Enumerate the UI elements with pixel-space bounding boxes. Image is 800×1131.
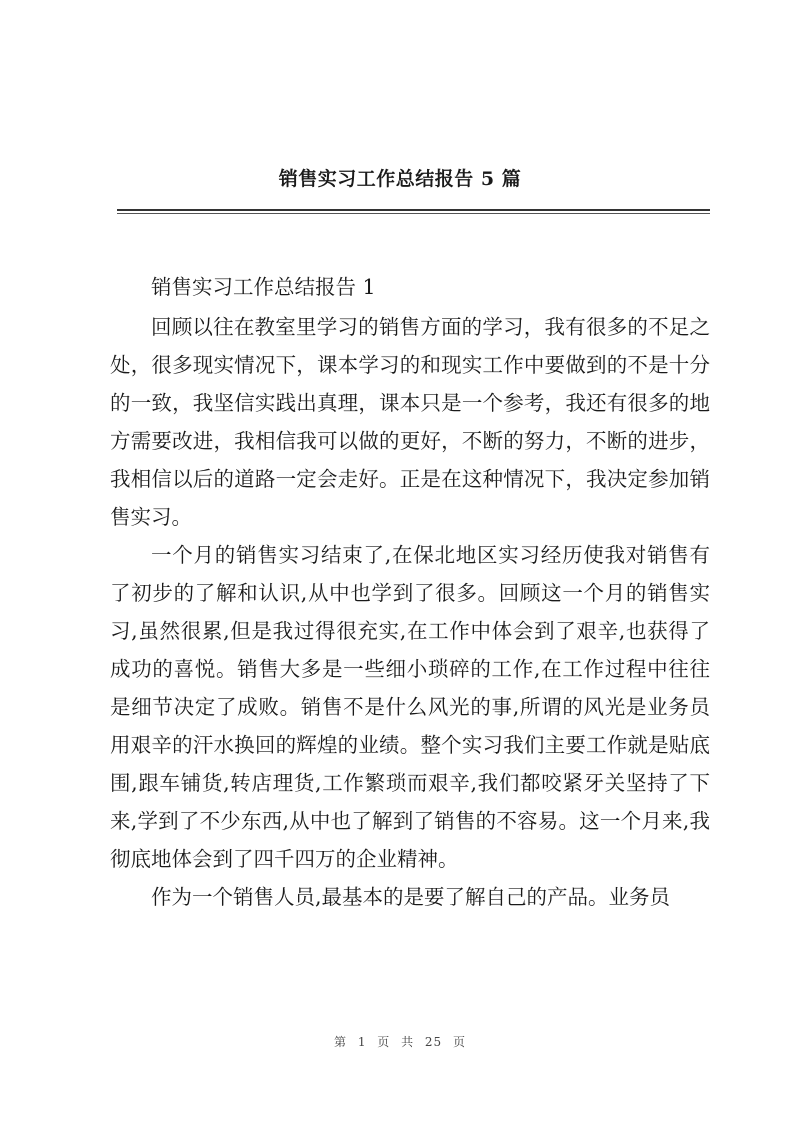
document-body bbox=[110, 268, 710, 916]
title-divider bbox=[117, 209, 710, 211]
page-footer: 第 1 页 共 25 页 bbox=[334, 1035, 466, 1049]
title-divider-thin bbox=[117, 213, 710, 214]
section-heading: 销售实习工作总结报告 1 bbox=[151, 275, 376, 299]
paragraph-3: 作为一个销售人员,最基本的是要了解自己的产品。业务员 bbox=[151, 885, 671, 909]
document-title: 销售实习工作总结报告 5 篇 bbox=[278, 168, 522, 190]
paragraph-2: 一个月的销售实习结束了,在保北地区实习经历使我对销售有了初步的了解和认识,从中也学到了很多。回顾这一个月的销售实习,虽然很累,但是我过得很充实,在工作中体会到了艰辛,也获得了成功的喜悦。销售大多是一些细小琐碎的工作,在工作过程中往往是细节决定了成败。销售不是什么风光的事,所谓的风光是业务员用艰辛的汗水换回的辉煌的业绩。整个实习我们主要工作就是贴底围,跟车铺货,转店理货,工作繁琐而艰辛,我们都咬紧牙关坚持了下来,学到了不少东西,从中也了解到了销售的不容易。这一个月来,我彻底地体会到了四千四万的企业精神。 bbox=[110, 543, 710, 871]
paragraph-1: 回顾以往在教室里学习的销售方面的学习，我有很多的不足之处，很多现实情况下，课本学习的和现实工作中要做到的不是十分的一致，我坚信实践出真理，课本只是一个参考，我还有很多的地方需要改进，我相信我可以做的更好，不断的努力，不断的进步，我相信以后的道路一定会走好。正是在这种情况下，我决定参加销售实习。 bbox=[110, 315, 710, 529]
